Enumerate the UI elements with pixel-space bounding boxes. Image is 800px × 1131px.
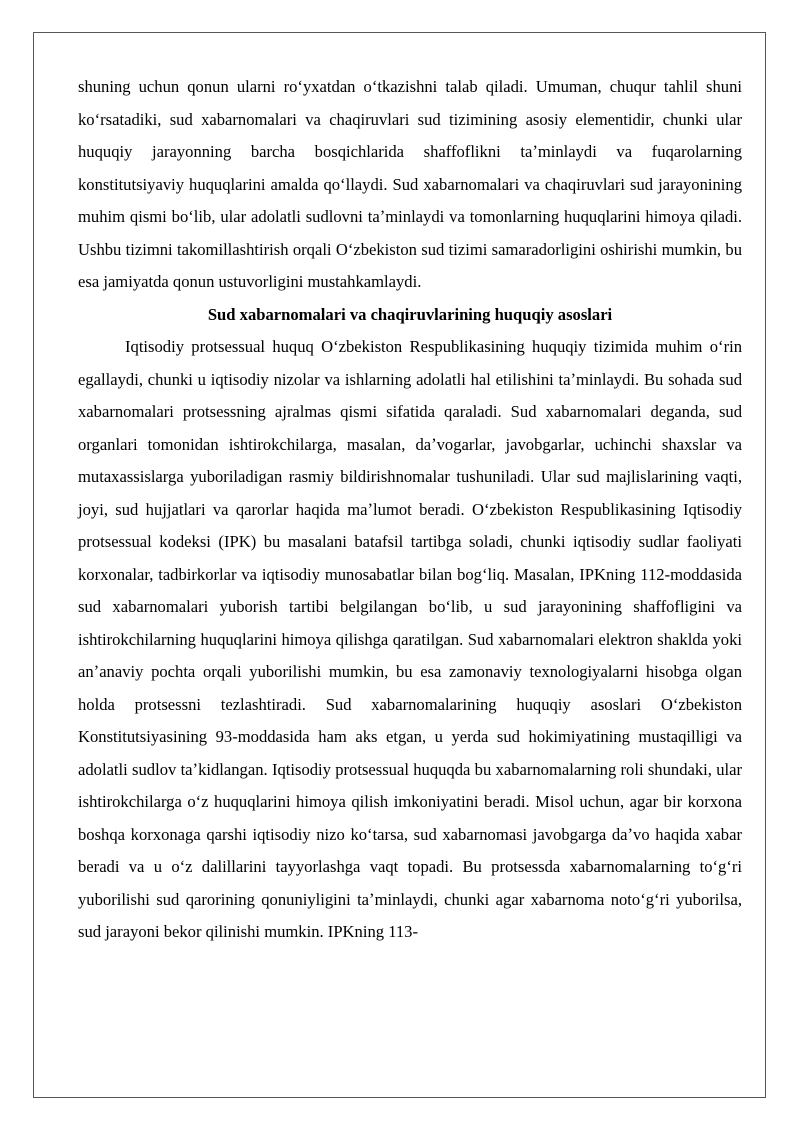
document-body	[78, 71, 742, 949]
paragraph: shuning uchun qonun ularni roʻyxatdan oʻtkazishni talab qiladi. Umuman, chuqur tahlil shuni koʻrsatadiki, sud xabarnomalari va chaqiruvlari sud tizimining asosiy elementidir, chunki ular huquqiy jarayonning barcha bosqichlarida shaffoflikni taʼminlaydi va fuqarolarning konstitutsiyaviy huquqlarini amalda qoʻllaydi. Sud xabarnomalari va chaqiruvlari sud jarayonining muhim qismi boʻlib, ular adolatli sudlovni taʼminlaydi va tomonlarning huquqlarini himoya qiladi. Ushbu tizimni takomillashtirish orqali Oʻzbekiston sud tizimi samaradorligini oshirishi mumkin, bu esa jamiyatda qonun ustuvorligini mustahkamlaydi.	[78, 77, 742, 291]
paragraph: Iqtisodiy protsessual huquq Oʻzbekiston Respublikasining huquqiy tizimida muhim oʻrin egallaydi, chunki u iqtisodiy nizolar va ishlarning adolatli hal etilishini taʼminlaydi. Bu sohada sud xabarnomalari protsessning ajralmas qismi sifatida qaraladi. Sud xabarnomalari deganda, sud organlari tomonidan ishtirokchilarga, masalan, daʼvogarlar, javobgarlar, uchinchi shaxslar va mutaxassislarga yuboriladigan rasmiy bildirishnomalar tushuniladi. Ular sud majlislarining vaqti, joyi, sud hujjatlari va qarorlar haqida maʼlumot beradi. Oʻzbekiston Respublikasining Iqtisodiy protsessual kodeksi (IPK) bu masalani batafsil tartibga soladi, chunki iqtisodiy sudlar faoliyati korxonalar, tadbirkorlar va iqtisodiy munosabatlar bilan bogʻliq. Masalan, IPKning 112-moddasida sud xabarnomalari yuborish tartibi belgilangan boʻlib, u sud jarayonining shaffofligini va ishtirokchilarning huquqlarini himoya qilishga qaratilgan. Sud xabarnomalari elektron shaklda yoki anʼanaviy pochta orqali yuborilishi mumkin, bu esa zamonaviy texnologiyalarni hisobga olgan holda protsessni tezlashtiradi. Sud xabarnomalarining huquqiy asoslari Oʻzbekiston Konstitutsiyasining 93-moddasida ham aks etgan, u yerda sud hokimiyatining mustaqilligi va adolatli sudlov taʼkidlangan. Iqtisodiy protsessual huquqda bu xabarnomalarning roli shundaki, ular ishtirokchilarga oʻz huquqlarini himoya qilish imkoniyatini beradi. Misol uchun, agar bir korxona boshqa korxonaga qarshi iqtisodiy nizo koʻtarsa, sud xabarnomasi javobgarga daʼvo haqida xabar beradi va u oʻz dalillarini tayyorlashga vaqt topadi. Bu protsessda xabarnomalarning toʻgʻri yuborilishi sud qarorining qonuniyligini taʼminlaydi, chunki agar xabarnoma notoʻgʻri yuborilsa, sud jarayoni bekor qilinishi mumkin. IPKning 113-	[78, 337, 742, 941]
section-heading: Sud xabarnomalari va chaqiruvlarining huquqiy asoslari	[207, 304, 613, 324]
